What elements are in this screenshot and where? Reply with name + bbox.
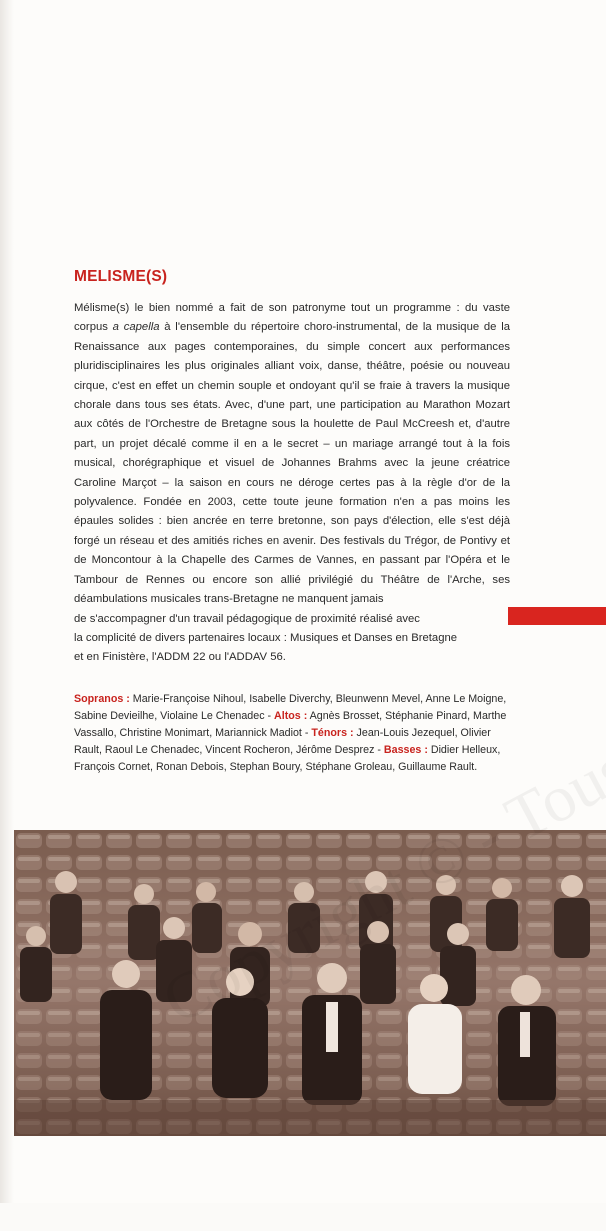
paragraph-tail-line: la complicité de divers partenaires locaux : Musiques et Danses en Bretagne <box>74 631 458 644</box>
choir-photo-illustration <box>14 830 606 1136</box>
paragraph-tail <box>74 610 510 668</box>
page-bottom-margin <box>0 1203 606 1231</box>
sopranos-names: Marie-Françoise Nihoul, Isabelle Diverchy, Bleunwenn Mevel, Anne Le Moigne, Sabine Devieilhe, Violaine Le Chenadec - <box>74 693 507 722</box>
tenors-names: Jean-Louis Jezequel, Olivier Rault, Raoul Le Chenadec, Vincent Rocheron, Jérôme Desprez - <box>74 726 491 756</box>
tenors-label: Ténors : <box>311 726 354 739</box>
cast-list <box>74 691 510 776</box>
sopranos-label: Sopranos : <box>74 693 130 705</box>
paragraph-tail-line: et en Finistère, l'ADDM 22 ou l'ADDAV 56. <box>74 651 286 664</box>
section-title: MELISME(S) <box>74 268 168 285</box>
scan-edge <box>0 0 14 1231</box>
description-paragraph <box>74 299 510 668</box>
paragraph-main <box>74 299 510 610</box>
red-accent-bar <box>508 607 606 625</box>
altos-label: Altos : <box>274 709 308 722</box>
basses-names: Didier Helleux, François Cornet, Ronan Debois, Stephan Boury, Stéphane Groleau, Guillaume Rault. <box>74 743 501 773</box>
altos-names: Agnès Brosset, Stéphanie Pinard, Marthe Vassallo, Christine Monimart, Mariannick Madiot - <box>74 709 507 739</box>
paragraph-start: Mélisme(s) le bien nommé a fait de son patronyme tout un programme : du vaste corpus <box>74 302 510 334</box>
paragraph-tail-line: de s'accompagner d'un travail pédagogique de proximité réalisé avec <box>74 612 420 625</box>
basses-label: Basses : <box>383 743 428 756</box>
paragraph-rest: à l'ensemble du répertoire choro-instrumental, de la musique de la Renaissance aux pages contemporaines, du simple concert aux performances pluridisciplinaires les plus originales alliant voix, danse, théâtre, poésie ou nouveau cirque, c'est en effet un chemin souple et ondoyant qu'il se fraie à travers la musique chorale dans tous ses états. Avec, d'une part, une participation au Marathon Mozart aux côtés de l'Orchestre de Bretagne sous la houlette de Paul McCreesh et, d'autre part, un projet décalé comme il en a le secret – un mariage arrangé tout à la fois musical, chorégraphique et visuel de Johannes Brahms avec la jeune créatrice Caroline Marçot – la saison en cours ne déroge certes pas à la règle d'or de la polyvalence. Fondée en 2003, cette toute jeune formation n'en a pas moins les épaules solides : bien ancrée en terre bretonne, son pays d'élection, elle s'est déjà forgé un réseau et des amitiés riches en avenir. Des festivals du Trégor, de Pontivy et de Moncontour à la Chapelle des Carmes de Vannes, en passant par l'Opéra et le Tambour de Rennes ou encore son allié privilégié du Théâtre de l'Arche, ses déambulations musicales trans-Bretagne ne manquent jamais <box>74 321 511 606</box>
paragraph-emphasis: a capella <box>112 321 160 334</box>
group-photo-icon <box>14 830 606 1136</box>
